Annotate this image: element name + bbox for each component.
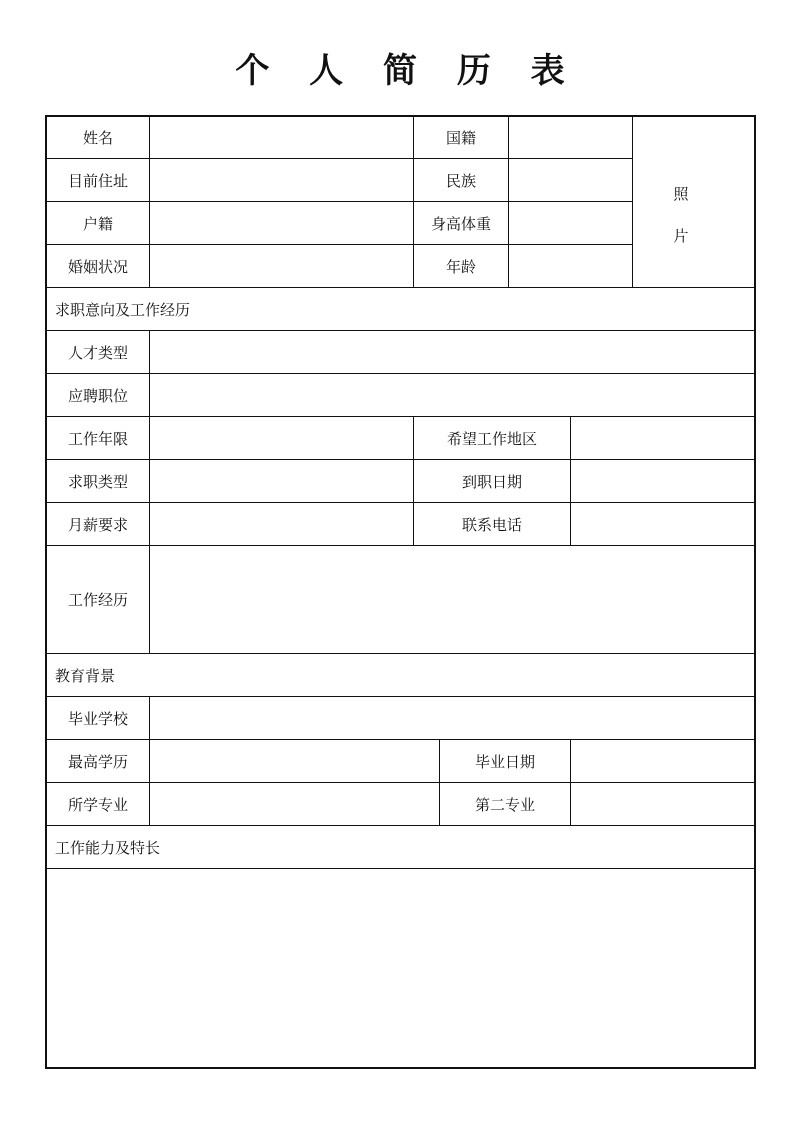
nationality-field[interactable] bbox=[509, 117, 632, 158]
experience-label: 工作经历 bbox=[67, 591, 128, 609]
grad-date-label: 毕业日期 bbox=[474, 752, 535, 771]
job-section-title: 求职意向及工作经历 bbox=[55, 300, 191, 319]
skills-field[interactable] bbox=[47, 869, 754, 1067]
school-label: 毕业学校 bbox=[67, 709, 128, 728]
years-label: 工作年限 bbox=[67, 429, 128, 448]
page-title: 个 人 简 历 表 bbox=[235, 51, 579, 91]
resume-form bbox=[45, 115, 756, 1069]
skills-section-title: 工作能力及特长 bbox=[55, 838, 161, 857]
position-label: 应聘职位 bbox=[67, 386, 128, 405]
phone-field[interactable] bbox=[571, 503, 754, 545]
marital-field[interactable] bbox=[150, 245, 413, 287]
ethnicity-field[interactable] bbox=[509, 159, 632, 201]
name-label: 姓名 bbox=[82, 129, 113, 147]
height-weight-label: 身高体重 bbox=[430, 214, 491, 233]
talent-type-label: 人才类型 bbox=[67, 343, 128, 362]
age-label: 年龄 bbox=[445, 257, 476, 276]
hukou-label: 户籍 bbox=[82, 214, 113, 233]
salary-field[interactable] bbox=[150, 503, 413, 545]
degree-field[interactable] bbox=[150, 740, 439, 782]
school-field[interactable] bbox=[150, 697, 754, 739]
desired-area-field[interactable] bbox=[571, 417, 754, 459]
job-type-label: 求职类型 bbox=[67, 472, 128, 491]
education-section-title: 教育背景 bbox=[55, 666, 116, 685]
start-date-label: 到职日期 bbox=[461, 472, 522, 491]
second-major-field[interactable] bbox=[571, 783, 754, 825]
height-weight-field[interactable] bbox=[509, 202, 632, 244]
degree-label: 最高学历 bbox=[67, 752, 128, 771]
years-field[interactable] bbox=[150, 417, 413, 459]
position-field[interactable] bbox=[150, 374, 754, 416]
photo-area[interactable] bbox=[633, 117, 754, 287]
nationality-label: 国籍 bbox=[445, 129, 476, 147]
address-field[interactable] bbox=[150, 159, 413, 201]
name-field[interactable] bbox=[150, 117, 413, 158]
grad-date-field[interactable] bbox=[571, 740, 754, 782]
photo-label-1: 照 bbox=[673, 185, 689, 203]
photo-label-2: 片 bbox=[673, 227, 689, 245]
desired-area-label: 希望工作地区 bbox=[446, 429, 537, 448]
second-major-label: 第二专业 bbox=[474, 795, 535, 814]
address-label: 目前住址 bbox=[67, 171, 128, 190]
talent-type-field[interactable] bbox=[150, 331, 754, 373]
major-field[interactable] bbox=[150, 783, 439, 825]
experience-field[interactable] bbox=[150, 546, 754, 653]
salary-label: 月薪要求 bbox=[67, 515, 128, 534]
job-type-field[interactable] bbox=[150, 460, 413, 502]
ethnicity-label: 民族 bbox=[445, 171, 476, 190]
age-field[interactable] bbox=[509, 245, 632, 287]
marital-label: 婚姻状况 bbox=[67, 257, 128, 276]
phone-label: 联系电话 bbox=[461, 515, 522, 534]
start-date-field[interactable] bbox=[571, 460, 754, 502]
major-label: 所学专业 bbox=[67, 795, 128, 814]
hukou-field[interactable] bbox=[150, 202, 413, 244]
